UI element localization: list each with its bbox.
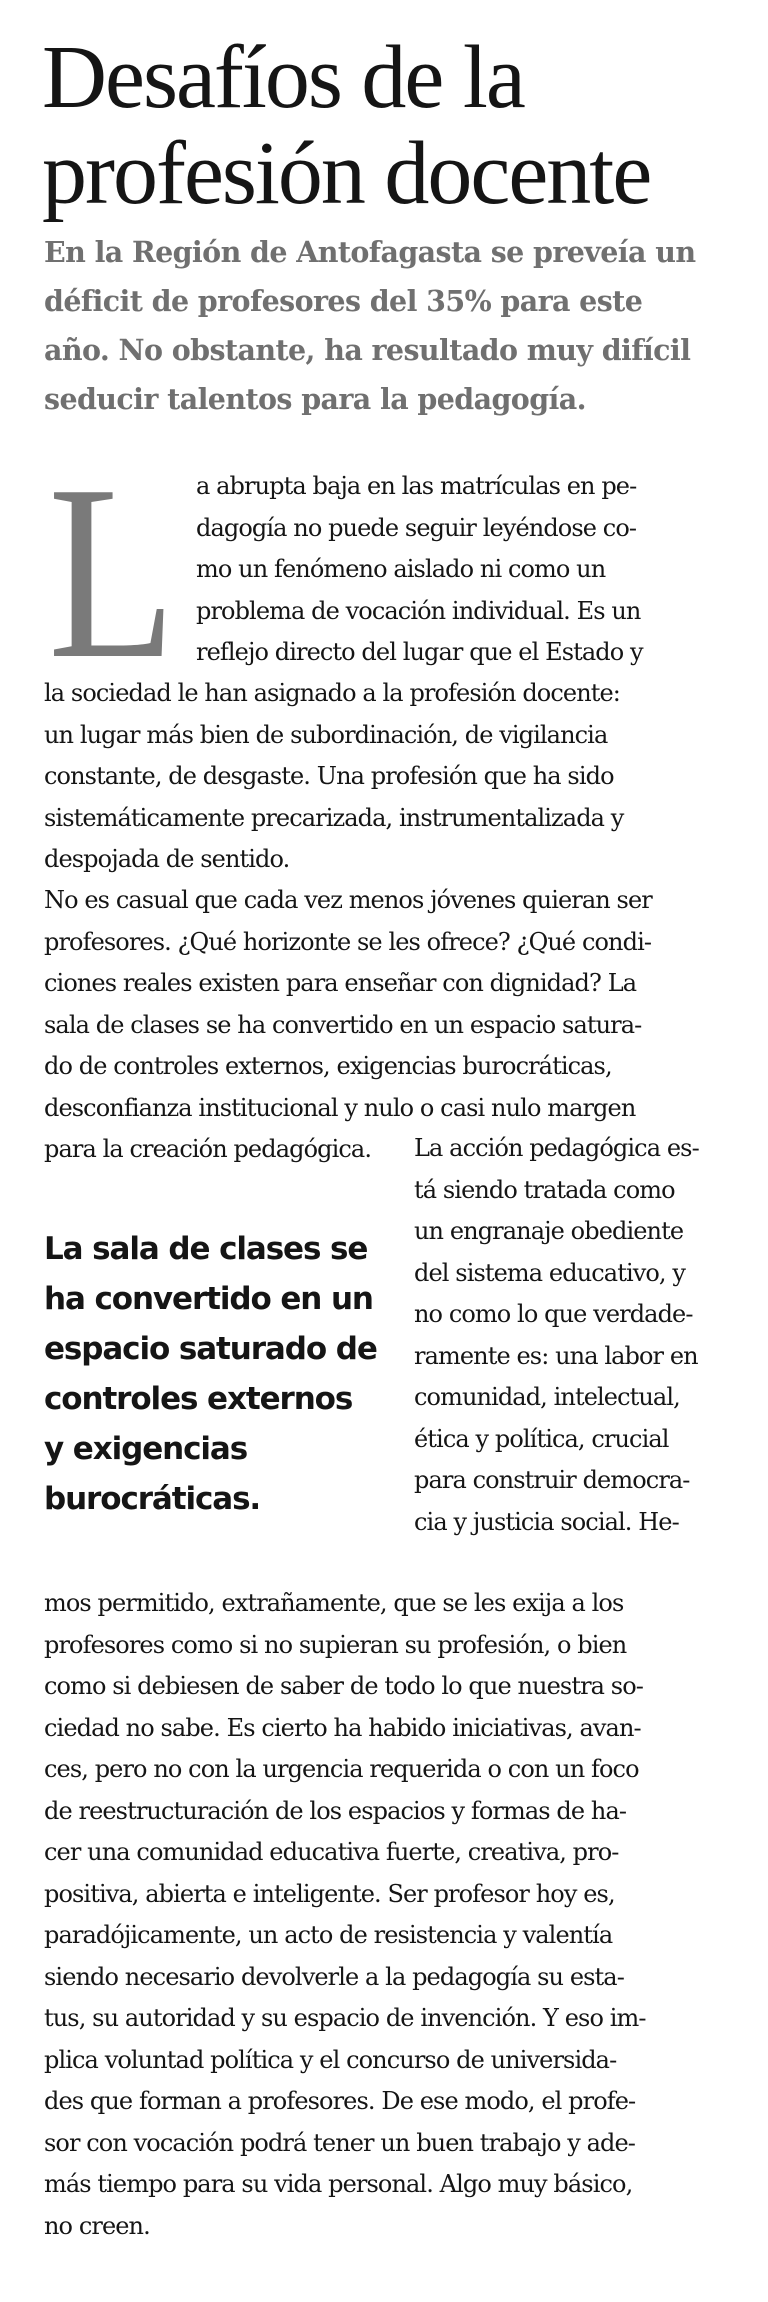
- pull-quote-line: y exigencias: [44, 1431, 248, 1467]
- body-line: profesores. ¿Qué horizonte se les ofrece? ¿Qué condi-: [44, 927, 652, 956]
- article-title: [42, 30, 742, 222]
- body-line: tá siendo tratada como: [414, 1175, 675, 1204]
- drop-cap: [46, 468, 186, 668]
- body-line: mo un fenómeno aislado ni como un: [196, 555, 606, 583]
- article-lead: [44, 228, 744, 424]
- body-line: sor con vocación podrá tener un buen trabajo y ade-: [44, 2128, 635, 2157]
- body-paragraph-1-indented: [196, 466, 643, 674]
- body-line: no como lo que verdade-: [414, 1300, 693, 1328]
- body-line: des que forman a profesores. De ese modo, el profe-: [44, 2087, 636, 2115]
- title-line: Desafíos de la: [42, 28, 524, 127]
- body-line: un lugar más bien de subordinación, de vigilancia: [44, 720, 608, 749]
- body-line: como si debiesen de saber de todo lo que nuestra so-: [44, 1672, 643, 1700]
- body-line: ética y política, crucial: [414, 1424, 669, 1453]
- title-line: profesión docente: [42, 124, 651, 223]
- pull-quote: [44, 1224, 404, 1524]
- body-line: del sistema educativo, y: [414, 1258, 686, 1287]
- body-line: un engranaje obediente: [414, 1217, 684, 1245]
- body-line: desconfianza institucional y nulo o casi nulo margen: [44, 1093, 636, 1122]
- body-line: La acción pedagógica es-: [414, 1134, 699, 1162]
- body-line: ramente es: una labor en: [414, 1341, 698, 1370]
- body-line: problema de vocación individual. Es un: [196, 596, 641, 625]
- body-paragraph-2: [44, 880, 652, 1171]
- body-line: de reestructuración de los espacios y formas de ha-: [44, 1796, 627, 1825]
- body-line: para la creación pedagógica.: [44, 1135, 372, 1163]
- pull-quote-line: La sala de clases se: [44, 1231, 368, 1267]
- body-line: sistemáticamente precarizada, instrumentalizada y: [44, 803, 624, 832]
- body-line: cer una comunidad educativa fuerte, creativa, pro-: [44, 1838, 619, 1866]
- body-line: para construir democra-: [414, 1466, 690, 1494]
- body-line: positiva, abierta e inteligente. Ser profesor hoy es,: [44, 1879, 615, 1908]
- body-line: ciones reales existen para enseñar con dignidad? La: [44, 969, 637, 997]
- pull-quote-line: espacio saturado de: [44, 1331, 377, 1367]
- body-line: más tiempo para su vida personal. Algo muy básico,: [44, 2170, 633, 2198]
- body-line: la sociedad le han asignado a la profesión docente:: [44, 679, 620, 707]
- body-paragraph-3-column: [414, 1128, 699, 1543]
- body-line: tus, su autoridad y su espacio de invención. Y eso im-: [44, 2004, 646, 2032]
- body-line: paradójicamente, un acto de resistencia y valentía: [44, 1921, 613, 1949]
- body-paragraph-3: [44, 1583, 646, 2247]
- body-line: ciedad no sabe. Es cierto ha habido iniciativas, avan-: [44, 1713, 641, 1742]
- body-line: reflejo directo del lugar que el Estado y: [196, 638, 643, 666]
- body-line: constante, de desgaste. Una profesión que ha sido: [44, 762, 614, 790]
- body-line: mos permitido, extrañamente, que se les exija a los: [44, 1589, 624, 1617]
- body-line: siendo necesario devolverle a la pedagogía su esta-: [44, 1962, 624, 1991]
- lead-line: En la Región de Antofagasta se preveía un: [44, 235, 696, 269]
- body-line: a abrupta baja en las matrículas en pe-: [196, 472, 637, 500]
- body-line: cia y justicia social. He-: [414, 1507, 679, 1536]
- body-line: comunidad, intelectual,: [414, 1383, 680, 1411]
- body-paragraph-1: [44, 673, 623, 881]
- lead-line: déficit de profesores del 35% para este: [44, 284, 643, 318]
- body-line: do de controles externos, exigencias burocráticas,: [44, 1052, 612, 1080]
- body-line: sala de clases se ha convertido en un espacio satura-: [44, 1010, 642, 1039]
- body-line: no creen.: [44, 2211, 150, 2240]
- body-line: No es casual que cada vez menos jóvenes quieran ser: [44, 886, 652, 914]
- pull-quote-line: burocráticas.: [44, 1481, 261, 1517]
- body-line: ces, pero no con la urgencia requerida o con un foco: [44, 1755, 639, 1783]
- body-line: profesores como si no supieran su profesión, o bien: [44, 1630, 627, 1659]
- drop-cap-letter: L: [48, 468, 176, 668]
- body-line: dagogía no puede seguir leyéndose co-: [196, 513, 637, 542]
- body-line: despojada de sentido.: [44, 845, 290, 873]
- pull-quote-line: ha convertido en un: [44, 1281, 373, 1317]
- lead-line: año. No obstante, ha resultado muy difícil: [44, 333, 691, 367]
- pull-quote-line: controles externos: [44, 1381, 353, 1417]
- body-line: plica voluntad política y el concurso de universida-: [44, 2045, 617, 2074]
- lead-line: seducir talentos para la pedagogía.: [44, 382, 586, 416]
